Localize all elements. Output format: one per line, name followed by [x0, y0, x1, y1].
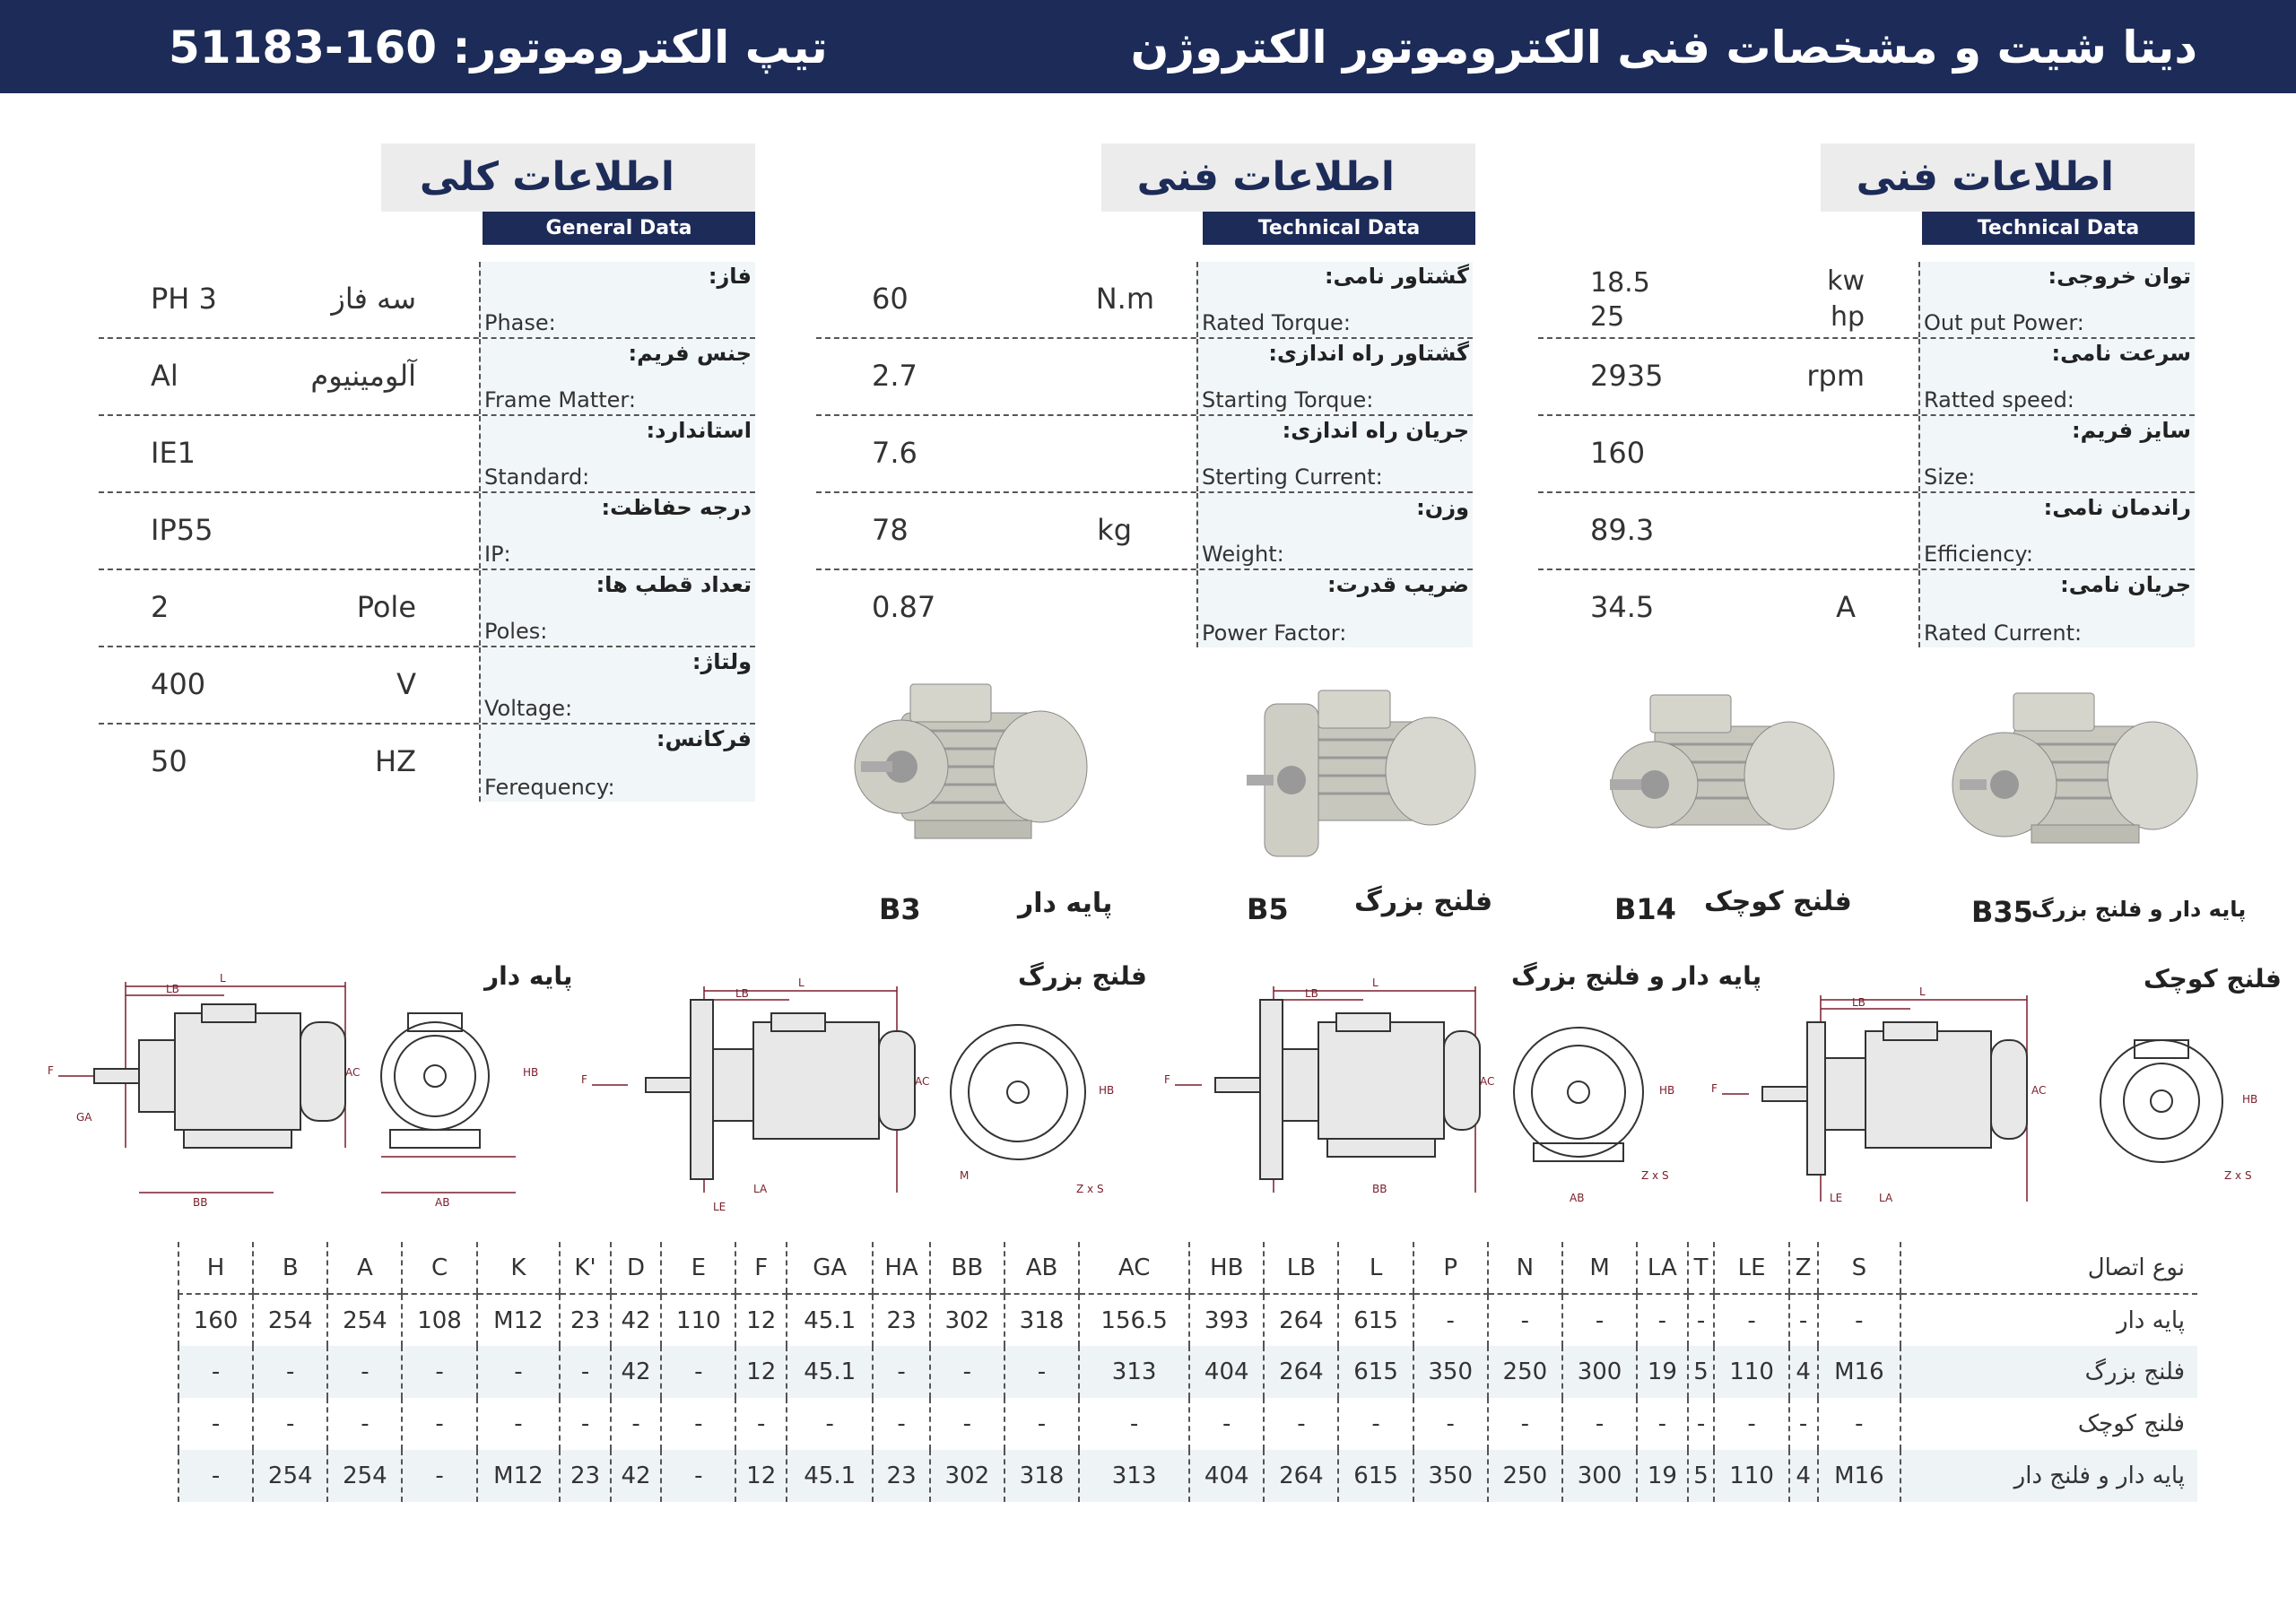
label-fa: سرعت نامی: — [2051, 341, 2191, 366]
table-cell: M16 — [1818, 1346, 1901, 1398]
table-cell: - — [1637, 1398, 1688, 1450]
table-cell: - — [1079, 1398, 1189, 1450]
table-cell: - — [661, 1450, 735, 1502]
mid-row-power-factor — [816, 570, 1473, 647]
col-header: HA — [873, 1242, 929, 1294]
table-cell: 615 — [1338, 1450, 1413, 1502]
table-cell: 300 — [1562, 1346, 1637, 1398]
table-cell: 264 — [1264, 1294, 1338, 1346]
table-cell: 12 — [735, 1450, 787, 1502]
svg-text:Z x S: Z x S — [1641, 1169, 1669, 1182]
value: 400 — [151, 667, 206, 701]
table-cell: - — [178, 1450, 253, 1502]
table-cell: 254 — [327, 1294, 402, 1346]
technical-right-section-header — [1821, 143, 2195, 212]
svg-text:Z x S: Z x S — [1076, 1183, 1104, 1195]
table-cell: 264 — [1264, 1346, 1338, 1398]
label-en: Rated Torque: — [1202, 310, 1351, 335]
table-cell: - — [1264, 1398, 1338, 1450]
general-section-tag: General Data — [483, 212, 755, 245]
general-row-standard — [99, 416, 755, 493]
motor-b3-name: پایه دار — [1018, 888, 1113, 919]
label-en: Sterting Current: — [1202, 464, 1383, 490]
general-section-header — [381, 143, 755, 212]
svg-text:L: L — [798, 976, 804, 989]
motor-b14-name: فلنج کوچک — [1704, 886, 1852, 917]
motor-b5-code: B5 — [1247, 892, 1289, 926]
unit: N.m — [1095, 282, 1154, 316]
table-cell: - — [1818, 1294, 1901, 1346]
col-header: M — [1562, 1242, 1637, 1294]
value: IE1 — [151, 436, 196, 470]
col-header: F — [735, 1242, 787, 1294]
table-cell: - — [327, 1398, 402, 1450]
svg-text:F: F — [48, 1064, 54, 1077]
table-cell: - — [735, 1398, 787, 1450]
motor-b5-image — [1247, 681, 1480, 870]
table-cell: - — [873, 1398, 929, 1450]
table-cell: - — [1338, 1398, 1413, 1450]
technical-mid-section-header — [1101, 143, 1475, 212]
drawing-foot-title: پایه دار — [484, 961, 573, 991]
table-cell: 23 — [560, 1294, 611, 1346]
table-row — [178, 1398, 2197, 1450]
svg-text:BB: BB — [1372, 1183, 1387, 1195]
table-cell: - — [1413, 1398, 1488, 1450]
dimensions-header-row — [178, 1242, 2197, 1294]
col-header: B — [253, 1242, 327, 1294]
col-header: LE — [1714, 1242, 1788, 1294]
svg-text:AC: AC — [1480, 1075, 1495, 1088]
table-cell: 156.5 — [1079, 1294, 1189, 1346]
drawing-foot-mounted — [40, 968, 561, 1219]
table-cell: - — [787, 1398, 873, 1450]
col-header: S — [1818, 1242, 1901, 1294]
table-cell: - — [1714, 1294, 1788, 1346]
table-cell: 313 — [1079, 1450, 1189, 1502]
unit: سه فاز — [331, 282, 416, 316]
table-cell: 160 — [178, 1294, 253, 1346]
label-en: Starting Torque: — [1202, 387, 1374, 412]
table-cell: - — [930, 1346, 1004, 1398]
right-row-size — [1538, 416, 2195, 493]
unit: rpm — [1806, 359, 1865, 393]
svg-text:LB: LB — [1305, 987, 1318, 1000]
label-fa: ضریب قدرت: — [1326, 572, 1469, 597]
col-header: LA — [1637, 1242, 1688, 1294]
value: 2 — [151, 590, 170, 624]
table-cell: 108 — [402, 1294, 476, 1346]
motor-b3-code: B3 — [879, 892, 921, 926]
svg-text:HB: HB — [1099, 1084, 1115, 1097]
label-en: Ratted speed: — [1924, 387, 2074, 412]
label-fa: گشتاور نامی: — [1324, 264, 1469, 289]
svg-text:LE: LE — [1830, 1192, 1843, 1204]
table-cell: 302 — [930, 1294, 1004, 1346]
svg-text:AC: AC — [915, 1075, 930, 1088]
label-en: Poles: — [484, 619, 548, 644]
drawing-foot-big-flange — [1157, 977, 1695, 1219]
table-row — [178, 1294, 2197, 1346]
svg-text:Z x S: Z x S — [2224, 1169, 2252, 1182]
table-cell: 110 — [661, 1294, 735, 1346]
value: 0.87 — [872, 590, 936, 624]
svg-text:GA: GA — [76, 1111, 92, 1124]
table-cell: 318 — [1004, 1294, 1079, 1346]
col-header: E — [661, 1242, 735, 1294]
dimensions-table — [178, 1242, 2197, 1502]
table-cell: - — [1562, 1398, 1637, 1450]
svg-text:L: L — [1372, 976, 1378, 989]
table-cell: - — [930, 1398, 1004, 1450]
technical-right-section-title: اطلاعات فنی — [1856, 154, 2114, 200]
value: 34.5 — [1590, 590, 1655, 624]
col-header: D — [611, 1242, 662, 1294]
value-b: 25 — [1590, 301, 1625, 333]
table-cell: - — [611, 1398, 662, 1450]
table-cell: 45.1 — [787, 1346, 873, 1398]
table-cell: 393 — [1189, 1294, 1264, 1346]
label-fa: تعداد قطب ها: — [596, 572, 752, 597]
table-cell: - — [1688, 1294, 1715, 1346]
label-en: IP: — [484, 542, 511, 567]
row-header-title: نوع اتصال — [1900, 1242, 2197, 1294]
table-cell: 45.1 — [787, 1450, 873, 1502]
general-section-title: اطلاعات کلی — [419, 154, 674, 200]
col-header: K' — [560, 1242, 611, 1294]
table-cell: - — [1413, 1294, 1488, 1346]
table-cell: 23 — [560, 1450, 611, 1502]
table-cell: - — [1488, 1294, 1562, 1346]
mid-row-starting-current — [816, 416, 1473, 493]
table-cell: - — [402, 1450, 476, 1502]
table-cell: M16 — [1818, 1450, 1901, 1502]
col-header: A — [327, 1242, 402, 1294]
drawing-small-flange — [1704, 986, 2260, 1219]
label-en: Power Factor: — [1202, 621, 1347, 646]
unit: Pole — [356, 590, 416, 624]
general-row-poles — [99, 570, 755, 647]
right-row-speed — [1538, 339, 2195, 416]
unit: آلومینیوم — [310, 359, 416, 393]
table-cell: - — [477, 1398, 561, 1450]
table-cell: 12 — [735, 1294, 787, 1346]
label-fa: فاز: — [708, 264, 752, 289]
col-header: C — [402, 1242, 476, 1294]
col-header: HB — [1189, 1242, 1264, 1294]
right-row-rated-current — [1538, 570, 2195, 647]
col-header: P — [1413, 1242, 1488, 1294]
label-fa: فرکانس: — [656, 726, 752, 751]
label-en: Out put Power: — [1924, 310, 2084, 335]
drawing-b5-title: فلنج بزرگ — [1018, 961, 1147, 991]
table-cell: 19 — [1637, 1346, 1688, 1398]
table-cell: 313 — [1079, 1346, 1189, 1398]
right-row-output-power — [1538, 262, 2195, 339]
col-header: L — [1338, 1242, 1413, 1294]
table-cell: 110 — [1714, 1346, 1788, 1398]
table-cell: - — [661, 1398, 735, 1450]
svg-text:AB: AB — [435, 1196, 450, 1209]
svg-text:LB: LB — [166, 983, 179, 995]
value: 18.5 — [1590, 267, 1650, 299]
table-row — [178, 1346, 2197, 1398]
table-cell: - — [402, 1346, 476, 1398]
unit: A — [1836, 590, 1856, 624]
unit-b: hp — [1830, 301, 1865, 333]
technical-mid-section-tag: Technical Data — [1203, 212, 1475, 245]
mid-row-rated-torque — [816, 262, 1473, 339]
svg-text:F: F — [581, 1073, 587, 1086]
label-en: Frame Matter: — [484, 387, 636, 412]
col-header: Z — [1789, 1242, 1818, 1294]
table-cell: 42 — [611, 1294, 662, 1346]
table-cell: 264 — [1264, 1450, 1338, 1502]
table-cell: - — [661, 1346, 735, 1398]
table-cell: 42 — [611, 1346, 662, 1398]
table-cell: 250 — [1488, 1450, 1562, 1502]
svg-text:F: F — [1164, 1073, 1170, 1086]
drawing-big-flange — [574, 976, 1115, 1219]
table-cell: - — [477, 1346, 561, 1398]
col-header: AC — [1079, 1242, 1189, 1294]
svg-text:LE: LE — [713, 1201, 726, 1213]
label-en: Efficiency: — [1924, 542, 2033, 567]
label-fa: گشتاور راه اندازی: — [1268, 341, 1469, 366]
col-header: T — [1688, 1242, 1715, 1294]
table-cell: - — [253, 1346, 327, 1398]
label-fa: راندمان نامی: — [2043, 495, 2191, 520]
table-cell: 5 — [1688, 1450, 1715, 1502]
label-en: Rated Current: — [1924, 621, 2083, 646]
label-en: Size: — [1924, 464, 1976, 490]
mid-row-starting-torque — [816, 339, 1473, 416]
table-cell: 350 — [1413, 1450, 1488, 1502]
table-cell: 404 — [1189, 1450, 1264, 1502]
label-en: Standard: — [484, 464, 590, 490]
table-cell: 19 — [1637, 1450, 1688, 1502]
table-cell: 42 — [611, 1450, 662, 1502]
value: 50 — [151, 744, 187, 778]
table-cell: 23 — [873, 1450, 929, 1502]
label-fa: درجه حفاظت: — [601, 495, 752, 520]
table-cell: 404 — [1189, 1346, 1264, 1398]
table-cell: 250 — [1488, 1346, 1562, 1398]
drawing-b14-title: فلنج کوچک — [2144, 964, 2282, 994]
datasheet-title: دیتا شیت و مشخصات فنی الکتروموتور الکتروژن — [1130, 22, 2197, 74]
value: 78 — [872, 513, 909, 547]
label-en: Ferequency: — [484, 775, 615, 800]
label-fa: استاندارد: — [646, 418, 752, 443]
table-cell: - — [178, 1398, 253, 1450]
col-header: N — [1488, 1242, 1562, 1294]
table-cell: 300 — [1562, 1450, 1637, 1502]
general-row-voltage — [99, 647, 755, 725]
unit: kg — [1097, 513, 1132, 547]
value: 160 — [1590, 436, 1646, 470]
label-fa: توان خروجی: — [2048, 264, 2191, 289]
table-cell: - — [1818, 1398, 1901, 1450]
value: 2.7 — [872, 359, 918, 393]
mid-row-weight — [816, 493, 1473, 570]
motor-b14-code: B14 — [1614, 892, 1676, 926]
technical-mid-section-title: اطلاعات فنی — [1136, 154, 1395, 200]
table-cell: - — [253, 1398, 327, 1450]
table-cell: - — [873, 1346, 929, 1398]
col-header: GA — [787, 1242, 873, 1294]
table-cell: - — [1488, 1398, 1562, 1450]
motor-b14-image — [1605, 686, 1839, 874]
label-fa: جنس فریم: — [628, 341, 752, 366]
label-en: Weight: — [1202, 542, 1284, 567]
value: PH 3 — [151, 282, 217, 316]
table-cell: 12 — [735, 1346, 787, 1398]
svg-text:F: F — [1711, 1082, 1718, 1095]
table-cell: - — [1637, 1294, 1688, 1346]
technical-right-section-tag: Technical Data — [1922, 212, 2195, 245]
value: 89.3 — [1590, 513, 1655, 547]
table-cell: 23 — [873, 1294, 929, 1346]
svg-text:HB: HB — [523, 1066, 539, 1079]
col-header: H — [178, 1242, 253, 1294]
general-row-ip — [99, 493, 755, 570]
table-cell: - — [1688, 1398, 1715, 1450]
drawing-b35-title: پایه دار و فلنج بزرگ — [1511, 961, 1762, 991]
value: Al — [151, 359, 178, 393]
table-cell: 4 — [1789, 1346, 1818, 1398]
table-row — [178, 1450, 2197, 1502]
table-cell: M12 — [477, 1450, 561, 1502]
general-row-frequency — [99, 725, 755, 802]
svg-text:LA: LA — [1879, 1192, 1893, 1204]
table-cell: 5 — [1688, 1346, 1715, 1398]
header-bar — [0, 0, 2296, 93]
value: 60 — [872, 282, 909, 316]
value: 2935 — [1590, 359, 1664, 393]
label-en: Voltage: — [484, 696, 573, 721]
svg-text:M: M — [960, 1169, 970, 1182]
table-cell: 110 — [1714, 1450, 1788, 1502]
svg-text:LB: LB — [1852, 996, 1866, 1009]
table-cell: - — [1789, 1398, 1818, 1450]
svg-text:AC: AC — [345, 1066, 361, 1079]
label-fa: سایز فریم: — [2072, 418, 2191, 443]
svg-text:LA: LA — [753, 1183, 768, 1195]
unit: HZ — [375, 744, 416, 778]
row-header: فلنج بزرگ — [1900, 1346, 2197, 1398]
table-cell: - — [178, 1346, 253, 1398]
col-header: K — [477, 1242, 561, 1294]
value: IP55 — [151, 513, 213, 547]
general-row-frame — [99, 339, 755, 416]
table-cell: 4 — [1789, 1450, 1818, 1502]
label-fa: جریان راه اندازی: — [1282, 418, 1469, 443]
table-cell: 254 — [253, 1294, 327, 1346]
row-header: فلنج کوچک — [1900, 1398, 2197, 1450]
svg-text:BB: BB — [193, 1196, 208, 1209]
svg-text:AB: AB — [1570, 1192, 1585, 1204]
svg-text:L: L — [1919, 985, 1926, 998]
svg-text:HB: HB — [2242, 1093, 2258, 1106]
motor-b3-image — [852, 677, 1103, 865]
table-cell: 615 — [1338, 1346, 1413, 1398]
col-header: AB — [1004, 1242, 1079, 1294]
svg-text:L: L — [220, 972, 226, 985]
table-cell: 350 — [1413, 1346, 1488, 1398]
value: 7.6 — [872, 436, 918, 470]
motor-type-title: تیپ الکتروموتور: 160-51183 — [169, 22, 828, 74]
general-row-phase — [99, 262, 755, 339]
motor-b35-image — [1960, 686, 2202, 874]
row-header: پایه دار و فلنج دار — [1900, 1450, 2197, 1502]
table-cell: 615 — [1338, 1294, 1413, 1346]
motor-b5-name: فلنج بزرگ — [1354, 886, 1493, 917]
table-cell: M12 — [477, 1294, 561, 1346]
label-fa: ولتاژ: — [691, 649, 752, 674]
table-cell: - — [327, 1346, 402, 1398]
table-cell: - — [1714, 1398, 1788, 1450]
motor-b35-code: B35 — [1971, 895, 2033, 929]
col-header: BB — [930, 1242, 1004, 1294]
table-cell: - — [560, 1398, 611, 1450]
unit: kw — [1827, 265, 1865, 297]
table-cell: - — [560, 1346, 611, 1398]
unit: V — [396, 667, 416, 701]
table-cell: 318 — [1004, 1450, 1079, 1502]
svg-text:HB: HB — [1659, 1084, 1675, 1097]
svg-text:AC: AC — [2031, 1084, 2047, 1097]
table-cell: - — [1004, 1398, 1079, 1450]
label-en: Phase: — [484, 310, 556, 335]
table-cell: 302 — [930, 1450, 1004, 1502]
row-header: پایه دار — [1900, 1294, 2197, 1346]
col-header: LB — [1264, 1242, 1338, 1294]
label-fa: وزن: — [1416, 495, 1469, 520]
table-cell: 45.1 — [787, 1294, 873, 1346]
motor-b35-name: پایه دار و فلنج بزرگ — [2031, 897, 2247, 922]
table-cell: - — [402, 1398, 476, 1450]
right-row-efficiency — [1538, 493, 2195, 570]
table-cell: 254 — [253, 1450, 327, 1502]
table-cell: 254 — [327, 1450, 402, 1502]
svg-text:LB: LB — [735, 987, 749, 1000]
table-cell: - — [1789, 1294, 1818, 1346]
table-cell: - — [1189, 1398, 1264, 1450]
table-cell: - — [1562, 1294, 1637, 1346]
dimensions-body — [178, 1294, 2197, 1502]
table-cell: - — [1004, 1346, 1079, 1398]
label-fa: جریان نامی: — [2060, 572, 2191, 597]
